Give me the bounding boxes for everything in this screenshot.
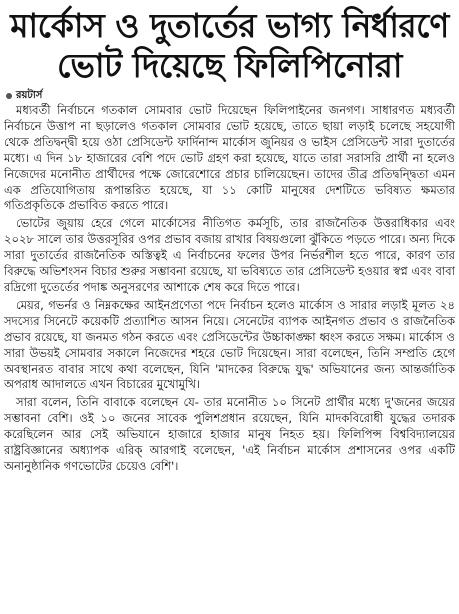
headline bbox=[4, 6, 455, 86]
headline-line-2: ভোট দিয়েছে ফিলিপিনোরা bbox=[57, 46, 402, 85]
bullet-icon bbox=[6, 93, 12, 99]
byline-source: রয়টার্স bbox=[16, 89, 43, 101]
byline bbox=[6, 90, 455, 102]
article-paragraph: ভোটের জুয়ায় হেরে গেলে মার্কোসের নীতিগত কর্মসূচি, তার রাজনৈতিক উত্তরাধিকার এবং ২০২৮ সালে তার উত্তরসূরির ওপর প্রভাব বজায় রাখার বিষয়গুলো ঝুঁকিতে পড়তে পারে। অন্য দিকে সারা দুতার্তের রাজনৈতিক অস্তিত্বই এ নির্বাচনের ফলের উপর নির্ভরশীল হতে পারে, কারণ তার বিরুদ্ধে অভিশংসন বিচার শুরুর সম্ভাবনা রয়েছে, যা ভবিষ্যতে তার প্রেসিডেন্ট হওয়ার স্বপ্ন এবং বাবা রদ্রিগো দুতের্তের পদাঙ্ক অনুসরণের আশাকে শেষ করে দিতে পারে। bbox=[4, 216, 455, 294]
article-paragraph: মেয়র, গভর্নর ও নিম্নকক্ষের আইনপ্রণেতা পদে নির্বাচন হলেও মার্কোস ও সারার লড়াই মূলত ২৪ সদস্যের সিনেটে কয়েকটি প্রত্যাশিত আসন নিয়ে। সেনেটের ব্যাপক আইনগত প্রভাব ও রাজনৈতিক প্রভাব রয়েছে, যা জনমত গঠন করতে এবং প্রেসিডেন্টের উচ্চাকাঙ্ক্ষা ধ্বংস করতে সক্ষম। মার্কোস ও সারা উভয়ই সোমবার সকালে নিজেদের শহরে ভোট দিয়েছেন। সারা বলেছেন, তিনি সম্প্রতি হেগে অবস্থানরত বাবার সাথে কথা বলেছেন, যিনি 'মাদকের বিরুদ্ধে যুদ্ধ' অভিযানের জন্য আন্তর্জাতিক অপরাধ আদালতে এখন বিচারের মুখোমুখি। bbox=[4, 297, 455, 392]
headline-line-1: মার্কোস ও দুতার্তের ভাগ্য নির্ধারণে bbox=[10, 6, 449, 45]
news-article bbox=[0, 6, 459, 614]
article-paragraph: মধ্যবর্তী নির্বাচনে গতকাল সোমবার ভোট দিয়েছেন ফিলিপাইনের জনগণ। সাধারণত মধ্যবর্তী নির্বাচনে উত্তাপ না ছড়ালেও গতকাল সোমবার ভোট হয়েছে, তাতে ছায়া লড়াই চলেছে সহযোগী থেকে প্রতিদ্বন্দ্বী হয়ে ওঠা প্রেসিডেন্ট ফার্দিনান্দ মার্কোস জুনিয়র ও ভাইস প্রেসিডেন্ট সারা দুতার্তের মধ্যে। এ দিন ১৮ হাজারের বেশি পদে ভোট গ্রহণ করা হয়েছে, যাতে তারা সরাসরি প্রার্থী না হলেও নিজেদের মনোনীত প্রার্থীদের পক্ষে জোরেশোরে প্রচার চালিয়েছেন। তাদের তীব্র প্রতিদ্বন্দ্বিতা এমন এক প্রতিযোগিতায় রূপান্তরিত হয়েছে, যা ১১ কোটি মানুষের দেশটিতে ভবিষ্যত ক্ষমতার গতিপ্রকৃতিকে প্রভাবিত করতে পারে। bbox=[4, 103, 456, 213]
article-paragraph: সারা বলেন, তিনি বাবাকে বলেছেন যে- তার মনোনীত ১০ সিনেট প্রার্থীর মধ্যে দু'জনের জয়ের সম্ভাবনা বেশি। ওই ১০ জনের সাবেক পুলিশপ্রধান রয়েছেন, যিনি মাদকবিরোধী যুদ্ধের তদারক করেছিলেন আর সেই অভিযানে হাজারে হাজার মানুষ নিহত হয়। ফিলিপিন্স বিশ্ববিদ্যালয়ের রাষ্ট্রবিজ্ঞানের অধ্যাপক এরিক্ আরগাই বলেছেন, 'এই নির্বাচন মার্কোস প্রশাসনের ওপর একটি অনানুষ্ঠানিক গণভোটের চেয়েও বেশি'। bbox=[4, 395, 455, 473]
article-body bbox=[4, 103, 455, 475]
